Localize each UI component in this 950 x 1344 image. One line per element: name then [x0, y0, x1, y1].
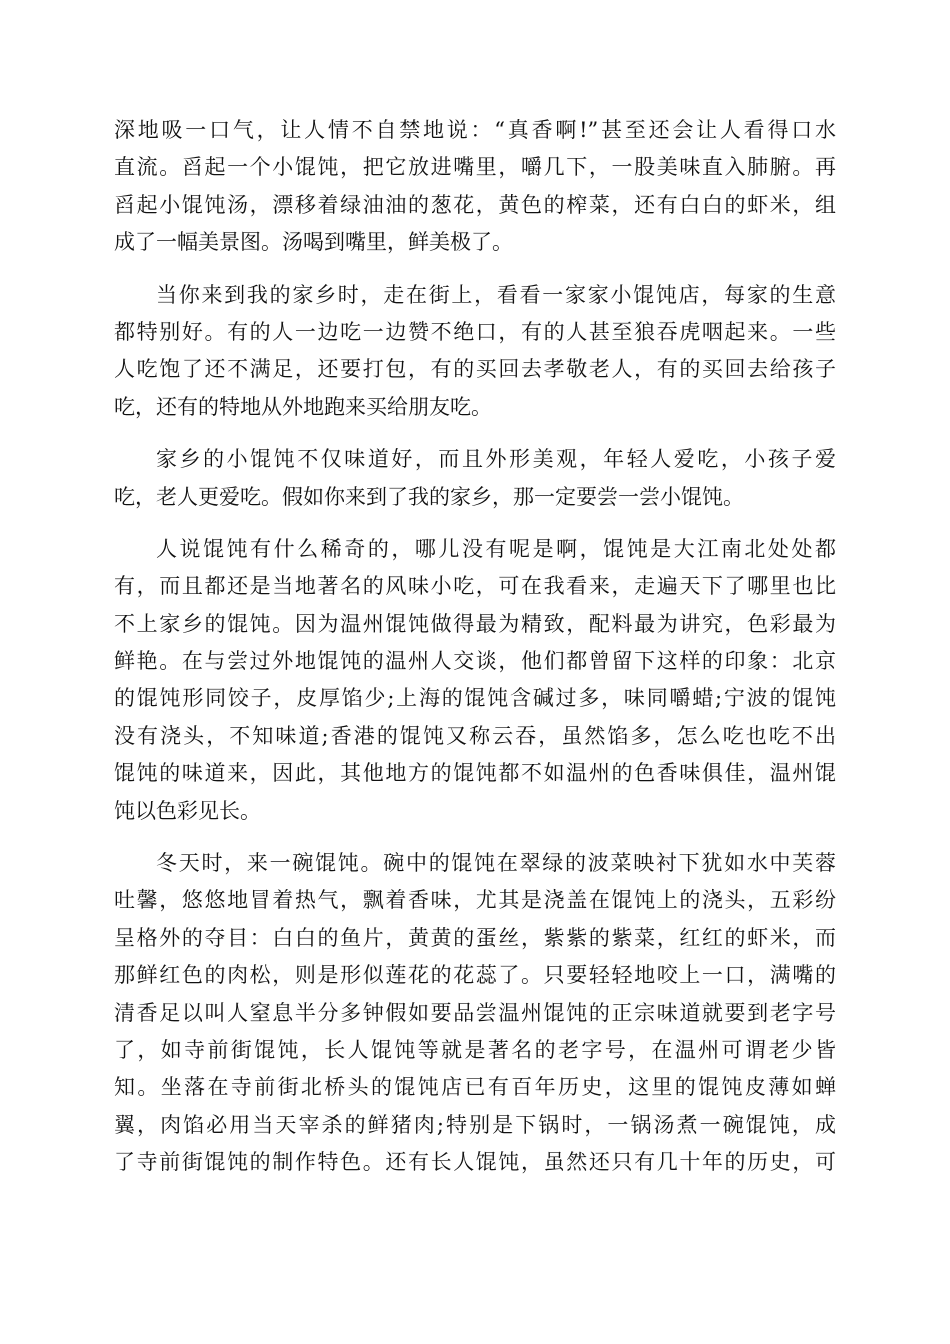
document-page [114, 112, 836, 1197]
text-line: 呈格外的夺目：白白的鱼片，黄黄的蛋丝，紫紫的紫菜，红红的虾米，而 [114, 925, 836, 950]
text-line: 舀起小馄饨汤，漂移着绿油油的葱花，黄色的榨菜，还有白白的虾米，组 [114, 192, 836, 217]
paragraph-2 [114, 277, 836, 427]
text-line: 人说馄饨有什么稀奇的，哪儿没有呢是啊，馄饨是大江南北处处都 [156, 536, 836, 561]
text-line: 清香足以叫人窒息半分多钟假如要品尝温州馄饨的正宗味道就要到老字号 [114, 1000, 836, 1025]
text-line: 那鲜红色的肉松，则是形似莲花的花蕊了。只要轻轻地咬上一口，满嘴的 [114, 963, 836, 988]
text-line: 饨以色彩见长。 [114, 798, 261, 823]
text-line: 吃，还有的特地从外地跑来买给朋友吃。 [114, 394, 492, 419]
text-line: 冬天时，来一碗馄饨。碗中的馄饨在翠绿的波菜映衬下犹如水中芙蓉 [156, 851, 836, 876]
text-line: 深地吸一口气，让人情不自禁地说：“真香啊!”甚至还会让人看得口水 [114, 118, 836, 142]
text-line: 翼，肉馅必用当天宰杀的鲜猪肉;特别是下锅时，一锅汤煮一碗馄饨，成 [114, 1112, 836, 1137]
paragraph-3 [114, 441, 836, 516]
text-line: 的馄饨形同饺子，皮厚馅少;上海的馄饨含碱过多，味同嚼蜡;宁波的馄饨 [114, 686, 836, 711]
text-line: 知。坐落在寺前街北桥头的馄饨店已有百年历史，这里的馄饨皮薄如蝉 [114, 1075, 836, 1100]
text-line: 了寺前街馄饨的制作特色。还有长人馄饨，虽然还只有几十年的历史，可 [114, 1150, 836, 1175]
text-line: 人吃饱了还不满足，还要打包，有的买回去孝敬老人，有的买回去给孩子 [114, 357, 836, 382]
text-line: 馄饨的味道来，因此，其他地方的馄饨都不如温州的色香味俱佳，温州馄 [114, 761, 836, 786]
text-line: 成了一幅美景图。汤喝到嘴里，鲜美极了。 [114, 230, 513, 255]
text-line: 当你来到我的家乡时，走在街上，看看一家家小馄饨店，每家的生意 [156, 282, 836, 307]
text-line: 吃，老人更爱吃。假如你来到了我的家乡，那一定要尝一尝小馄饨。 [114, 484, 744, 509]
paragraph-5 [114, 845, 836, 1182]
text-line: 没有浇头，不知味道;香港的馄饨又称云吞，虽然馅多，怎么吃也吃不出 [114, 723, 836, 748]
text-line: 家乡的小馄饨不仅味道好，而且外形美观，年轻人爱吃，小孩子爱 [156, 447, 836, 472]
text-line: 都特别好。有的人一边吃一边赞不绝口，有的人甚至狼吞虎咽起来。一些 [114, 319, 836, 344]
text-line: 直流。舀起一个小馄饨，把它放进嘴里，嚼几下，一股美味直入肺腑。再 [114, 155, 836, 180]
text-line: 不上家乡的馄饨。因为温州馄饨做得最为精致，配料最为讲究，色彩最为 [114, 611, 836, 636]
text-line: 有，而且都还是当地著名的风味小吃，可在我看来，走遍天下了哪里也比 [114, 574, 836, 599]
text-line: 鲜艳。在与尝过外地馄饨的温州人交谈，他们都曾留下这样的印象：北京 [114, 649, 836, 674]
paragraph-4 [114, 531, 836, 830]
paragraph-1 [114, 112, 836, 262]
text-line: 吐馨，悠悠地冒着热气，飘着香味，尤其是浇盖在馄饨上的浇头，五彩纷 [114, 888, 836, 913]
text-line: 了，如寺前街馄饨，长人馄饨等就是著名的老字号，在温州可谓老少皆 [114, 1037, 836, 1062]
